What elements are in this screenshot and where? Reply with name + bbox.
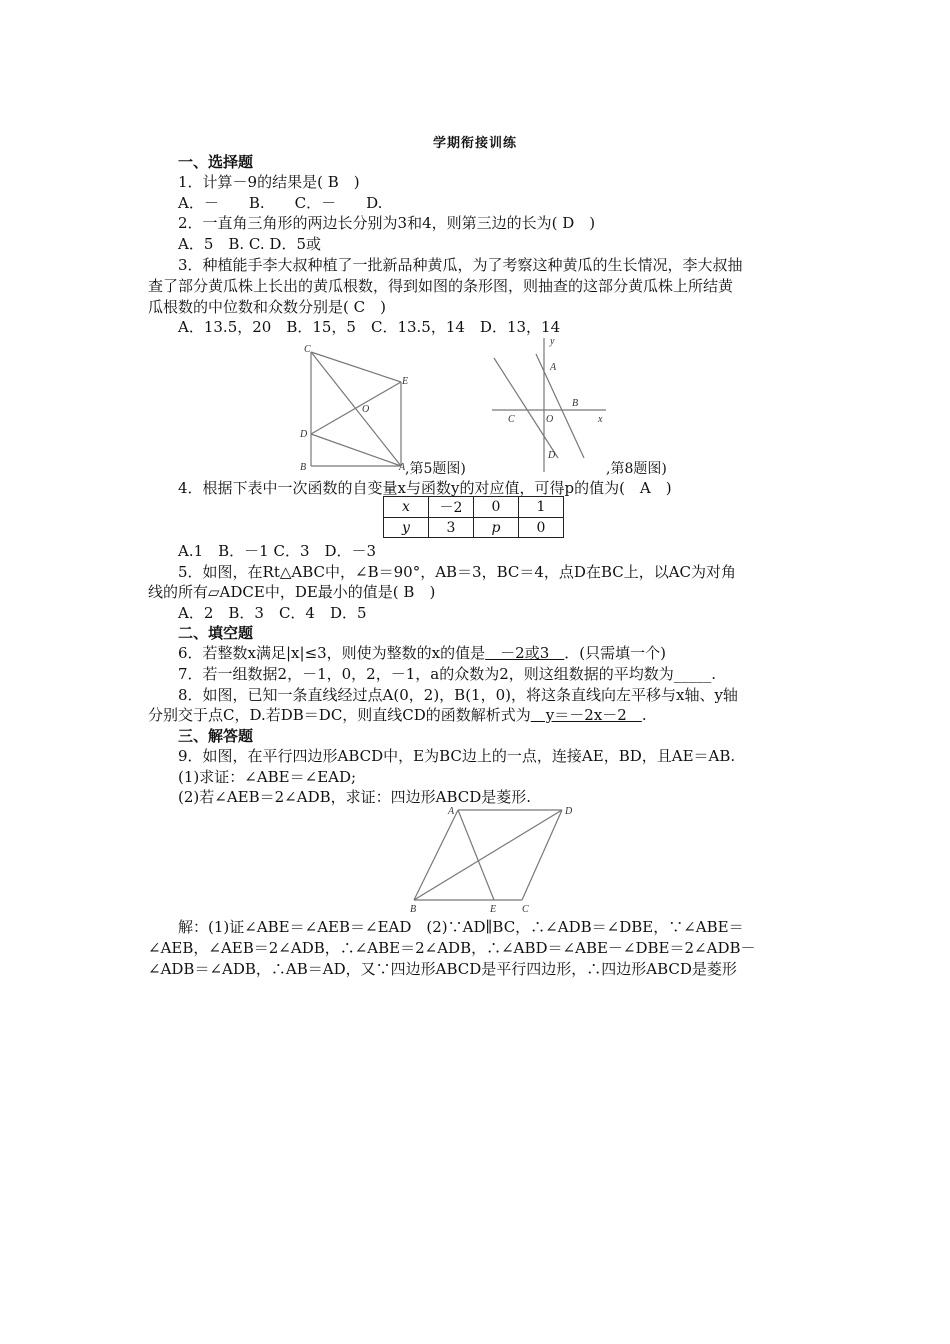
fig9-label-e: E (490, 904, 497, 914)
fig8-label-x: x (598, 414, 603, 425)
q3-options: A．13.5，20 B．15，5 C．13.5，14 D．13，14 (178, 318, 561, 336)
q2-stem: 2．一直角三角形的两边长分别为3和4，则第三边的长为( D ) (178, 214, 596, 232)
value-table (383, 496, 564, 538)
q7-tail: . (711, 665, 717, 683)
q7-blank: _____ (673, 665, 712, 683)
table-cell: 3 (429, 518, 474, 538)
fig8-label-c: C (508, 414, 515, 425)
fig5-label-c: C (304, 344, 311, 355)
q9-line1: 9．如图，在平行四边形ABCD中，E为BC边上的一点，连接AE，BD，且AE＝AB. (178, 747, 736, 765)
fig8-label-a: A (550, 362, 557, 373)
q6-tail: ．(只需填一个) (564, 644, 666, 662)
section-heading-fill: 二、填空题 (178, 624, 254, 642)
q4-stem: 4．根据下表中一次函数的自变量x与函数y的对应值，可得p的值为( A ) (178, 479, 672, 497)
q1-options: A．－ B. C．－ D. (178, 194, 383, 212)
q5-line1: 5．如图，在Rt△ABC中，∠B＝90°，AB＝3，BC＝4，点D在BC上，以AC为对角 (178, 563, 737, 581)
fig5-label-a: A (399, 462, 406, 472)
q8-line1: 8．如图，已知一条直线经过点A(0，2)，B(1，0)，将这条直线向左平移与x轴、y轴 (178, 686, 738, 704)
table-cell: －2 (429, 497, 474, 518)
table-cell: x (384, 497, 429, 518)
table-cell: 0 (474, 497, 519, 518)
fig8-caption: ,第8题图) (606, 461, 667, 477)
q6-stem: 6．若整数x满足|x|≤3，则使为整数的x的值是 (178, 644, 486, 662)
fig9-label-c: C (522, 904, 529, 914)
q8-tail: . (641, 706, 647, 724)
solution-line3: ∠ADB＝∠ADB，∴AB＝AD，又∵四边形ABCD是平行四边形，∴四边形ABCD是菱形 (148, 960, 737, 978)
solution-line1: 解：(1)证∠ABE＝∠AEB＝∠EAD (2)∵AD∥BC，∴∠ADB＝∠DBE，∵∠ABE＝ (178, 918, 744, 936)
table-cell: y (384, 518, 429, 538)
figure-5 (296, 342, 411, 472)
section-heading-solve: 三、解答题 (178, 727, 254, 745)
section-heading-choice: 一、选择题 (178, 153, 254, 171)
q6 (178, 643, 666, 663)
page-title: 学期衔接训练 (432, 136, 517, 151)
q8-stem: 分别交于点C，D.若DB＝DC，则直线CD的函数解析式为 (148, 706, 531, 724)
q1-stem: 1．计算－9的结果是( B ) (178, 173, 360, 191)
value-table-row-x (384, 497, 564, 518)
q4-options: A.1 B．－1 C．3 D．－3 (178, 542, 377, 560)
fig5-label-d: D (300, 429, 308, 440)
q8-line2 (148, 705, 647, 725)
figure-8 (488, 332, 610, 478)
q6-answer: －2或3 (485, 644, 565, 662)
fig8-label-b: B (572, 398, 579, 409)
q7-stem: 7．若一组数据2，－1，0，2，－1，a的众数为2，则这组数据的平均数为 (178, 665, 674, 683)
q3-line1: 3．种植能手李大叔种植了一批新品种黄瓜，为了考察这种黄瓜的生长情况，李大叔抽 (178, 256, 743, 274)
fig5-caption: ,第5题图) (405, 461, 466, 477)
fig9-label-d: D (565, 806, 573, 817)
fig5-label-e: E (402, 376, 409, 387)
q2-options: A．5 B. C. D．5或 (178, 235, 321, 253)
fig8-label-y: y (550, 336, 555, 347)
q8-answer: y＝－2x－2 (530, 706, 642, 724)
fig8-label-d: D (548, 450, 556, 461)
q5-line2: 线的所有▱ADCE中，DE最小的值是( B ) (148, 583, 436, 601)
value-table-row-y (384, 518, 564, 538)
q9-part1: (1)求证：∠ABE＝∠EAD; (178, 768, 357, 786)
q3-line2: 查了部分黄瓜株上长出的黄瓜根数，得到如图的条形图，则抽查的这部分黄瓜株上所结黄 (148, 277, 734, 295)
table-cell: 0 (519, 518, 564, 538)
fig5-label-b: B (300, 462, 307, 472)
fig8-label-o: O (546, 414, 554, 425)
q9-part2: (2)若∠AEB＝2∠ADB，求证：四边形ABCD是菱形. (178, 788, 532, 806)
q5-options: A．2 B．3 C．4 D．5 (178, 604, 367, 622)
q7 (178, 664, 716, 684)
table-cell: p (474, 518, 519, 538)
fig5-label-o: O (362, 404, 370, 415)
q3-line3: 瓜根数的中位数和众数分别是( C ) (148, 298, 386, 316)
fig9-label-b: B (410, 904, 417, 914)
fig9-label-a: A (448, 806, 455, 817)
figure-9 (404, 802, 584, 914)
table-cell: 1 (519, 497, 564, 518)
solution-line2: ∠AEB，∠AEB＝2∠ADB，∴∠ABE＝2∠ADB，∴∠ABD＝∠ABE－∠DBE＝2∠ADB－ (148, 939, 756, 957)
